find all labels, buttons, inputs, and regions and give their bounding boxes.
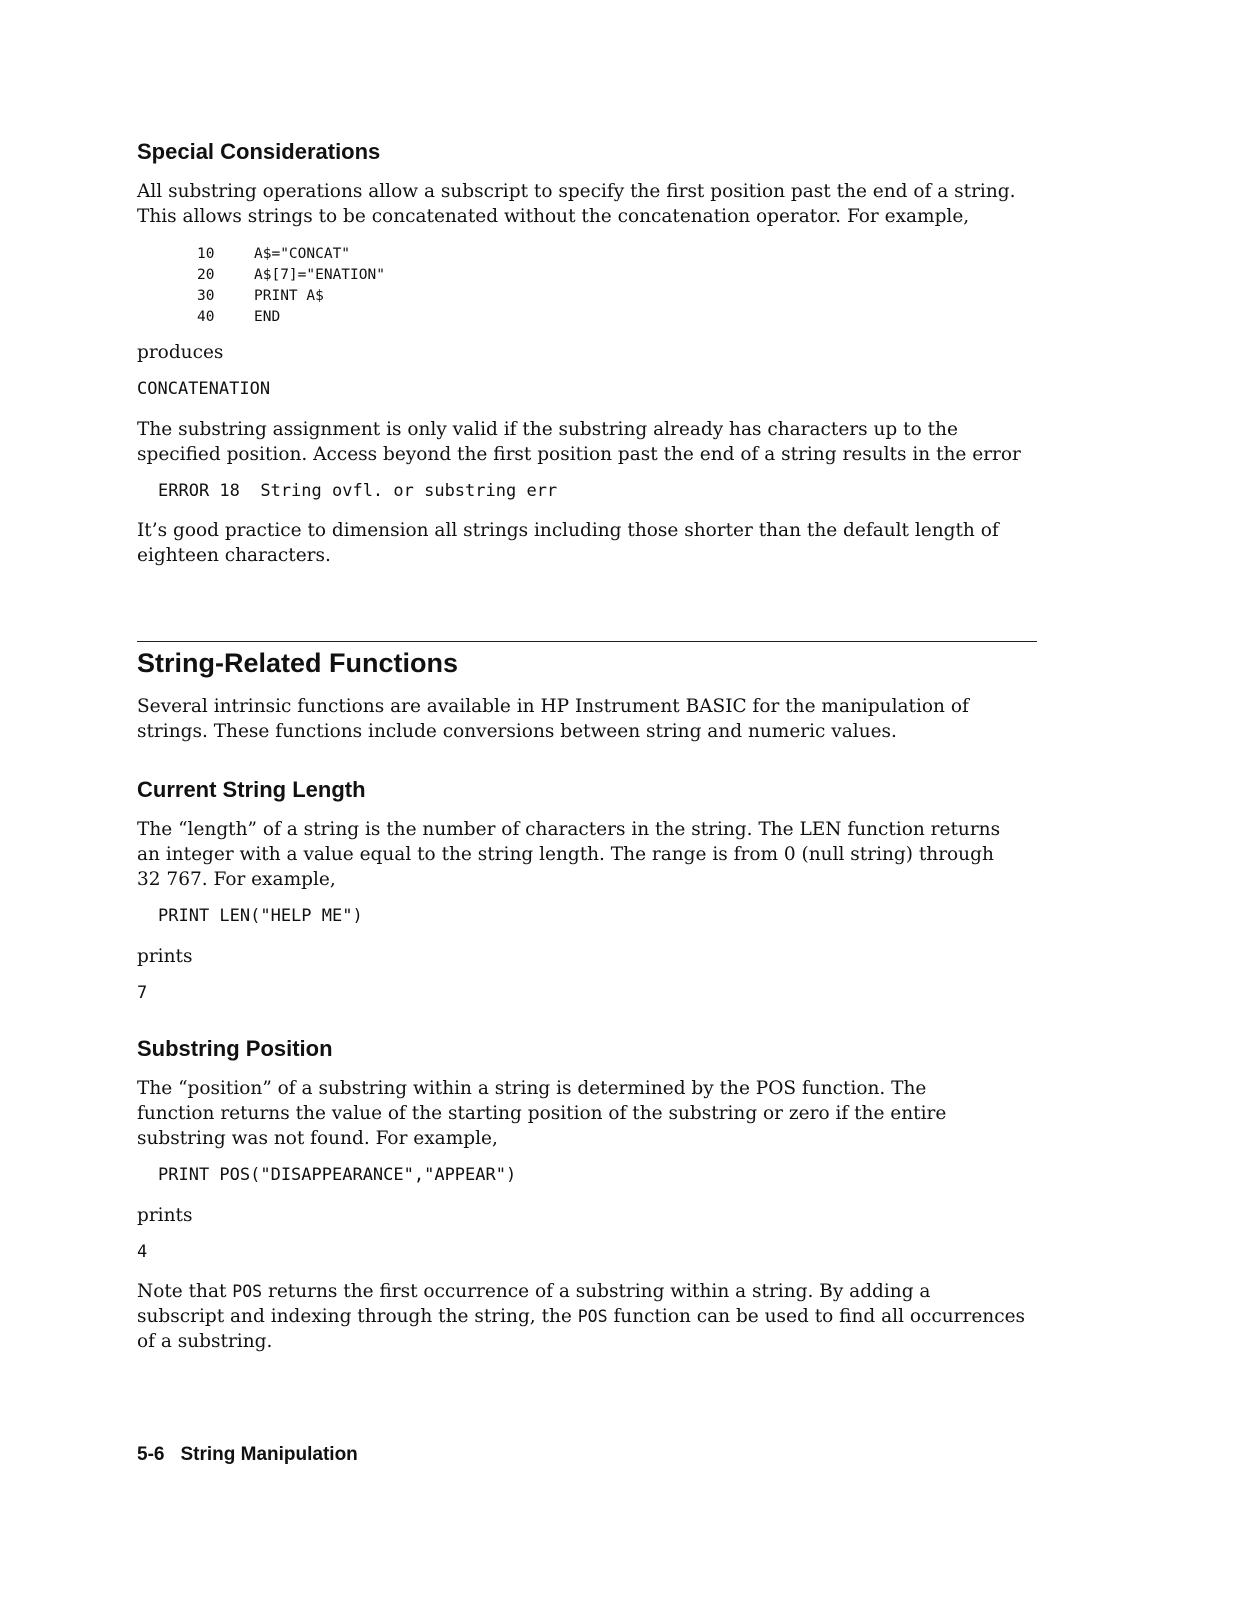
paragraph-substring-operations bbox=[137, 179, 1037, 229]
text-line: specified position. Access beyond the first position past the end of a string results in the error bbox=[137, 444, 1021, 465]
paragraph-pos-note bbox=[137, 1279, 1037, 1354]
text-line: The substring assignment is only valid if the substring already has characters up to the bbox=[137, 419, 958, 440]
line-code: A$="CONCAT" bbox=[254, 246, 351, 262]
heading-string-related-functions: String-Related Functions bbox=[137, 648, 459, 678]
pos-code-example: PRINT POS("DISAPPEARANCE","APPEAR") bbox=[158, 1165, 517, 1185]
text-line: It’s good practice to dimension all strings including those shorter than the default length of bbox=[137, 520, 999, 541]
text-line: an integer with a value equal to the string length. The range is from 0 (null string) through bbox=[137, 844, 994, 865]
heading-current-string-length: Current String Length bbox=[137, 777, 366, 802]
text-line: The “position” of a substring within a string is determined by the POS function. The bbox=[137, 1078, 927, 1099]
text-line: strings. These functions include conversions between string and numeric values. bbox=[137, 721, 897, 742]
text-line: All substring operations allow a subscript to specify the first position past the end of a string. bbox=[137, 181, 1016, 202]
error-message: ERROR 18 String ovfl. or substring err bbox=[158, 481, 558, 501]
listing-row bbox=[197, 286, 385, 307]
text-line bbox=[137, 1304, 1037, 1329]
pos-result: 4 bbox=[137, 1242, 148, 1262]
text-line: eighteen characters. bbox=[137, 545, 331, 566]
section-divider bbox=[137, 641, 1037, 642]
prints-label: prints bbox=[137, 946, 193, 967]
line-number: 20 bbox=[197, 267, 215, 283]
len-code-example: PRINT LEN("HELP ME") bbox=[158, 906, 363, 926]
line-number: 40 bbox=[197, 309, 215, 325]
line-number: 30 bbox=[197, 288, 215, 304]
paragraph-intrinsic-functions bbox=[137, 694, 1037, 744]
line-number: 10 bbox=[197, 246, 215, 262]
page-footer bbox=[137, 1444, 358, 1466]
listing-row bbox=[197, 307, 385, 328]
paragraph-good-practice bbox=[137, 518, 1037, 568]
keyword-pos: POS bbox=[232, 1282, 263, 1301]
text-fragment: returns the first occurrence of a substring within a string. By adding a bbox=[262, 1281, 931, 1302]
paragraph-pos-function bbox=[137, 1076, 1037, 1151]
text-line: function returns the value of the starting position of the substring or zero if the entire bbox=[137, 1103, 947, 1124]
paragraph-substring-assignment bbox=[137, 417, 1037, 467]
listing-row bbox=[197, 265, 385, 286]
text-fragment: function can be used to find all occurrences bbox=[607, 1306, 1026, 1327]
text-line: 32 767. For example, bbox=[137, 869, 336, 890]
produces-label: produces bbox=[137, 342, 224, 363]
prints-label: prints bbox=[137, 1205, 193, 1226]
len-result: 7 bbox=[137, 983, 148, 1003]
text-fragment: subscript and indexing through the string, the bbox=[137, 1306, 578, 1327]
keyword-pos: POS bbox=[577, 1307, 608, 1326]
text-line: Several intrinsic functions are available in HP Instrument BASIC for the manipulation of bbox=[137, 696, 969, 717]
text-line bbox=[137, 1279, 1037, 1304]
code-listing bbox=[197, 244, 385, 328]
heading-substring-position: Substring Position bbox=[137, 1036, 333, 1061]
text-line: substring was not found. For example, bbox=[137, 1128, 498, 1149]
heading-special-considerations: Special Considerations bbox=[137, 139, 381, 164]
listing-row bbox=[197, 244, 385, 265]
line-code: A$[7]="ENATION" bbox=[254, 267, 385, 283]
concatenation-output: CONCATENATION bbox=[137, 379, 271, 399]
text-line: This allows strings to be concatenated without the concatenation operator. For example, bbox=[137, 206, 970, 227]
text-line: of a substring. bbox=[137, 1331, 273, 1352]
footer-section-title: String Manipulation bbox=[180, 1444, 358, 1465]
paragraph-len-function bbox=[137, 817, 1037, 892]
line-code: PRINT A$ bbox=[254, 288, 324, 304]
line-code: END bbox=[254, 309, 281, 325]
text-fragment: Note that bbox=[137, 1281, 233, 1302]
page-number: 5-6 bbox=[137, 1444, 165, 1465]
text-line: The “length” of a string is the number of characters in the string. The LEN function returns bbox=[137, 819, 1001, 840]
